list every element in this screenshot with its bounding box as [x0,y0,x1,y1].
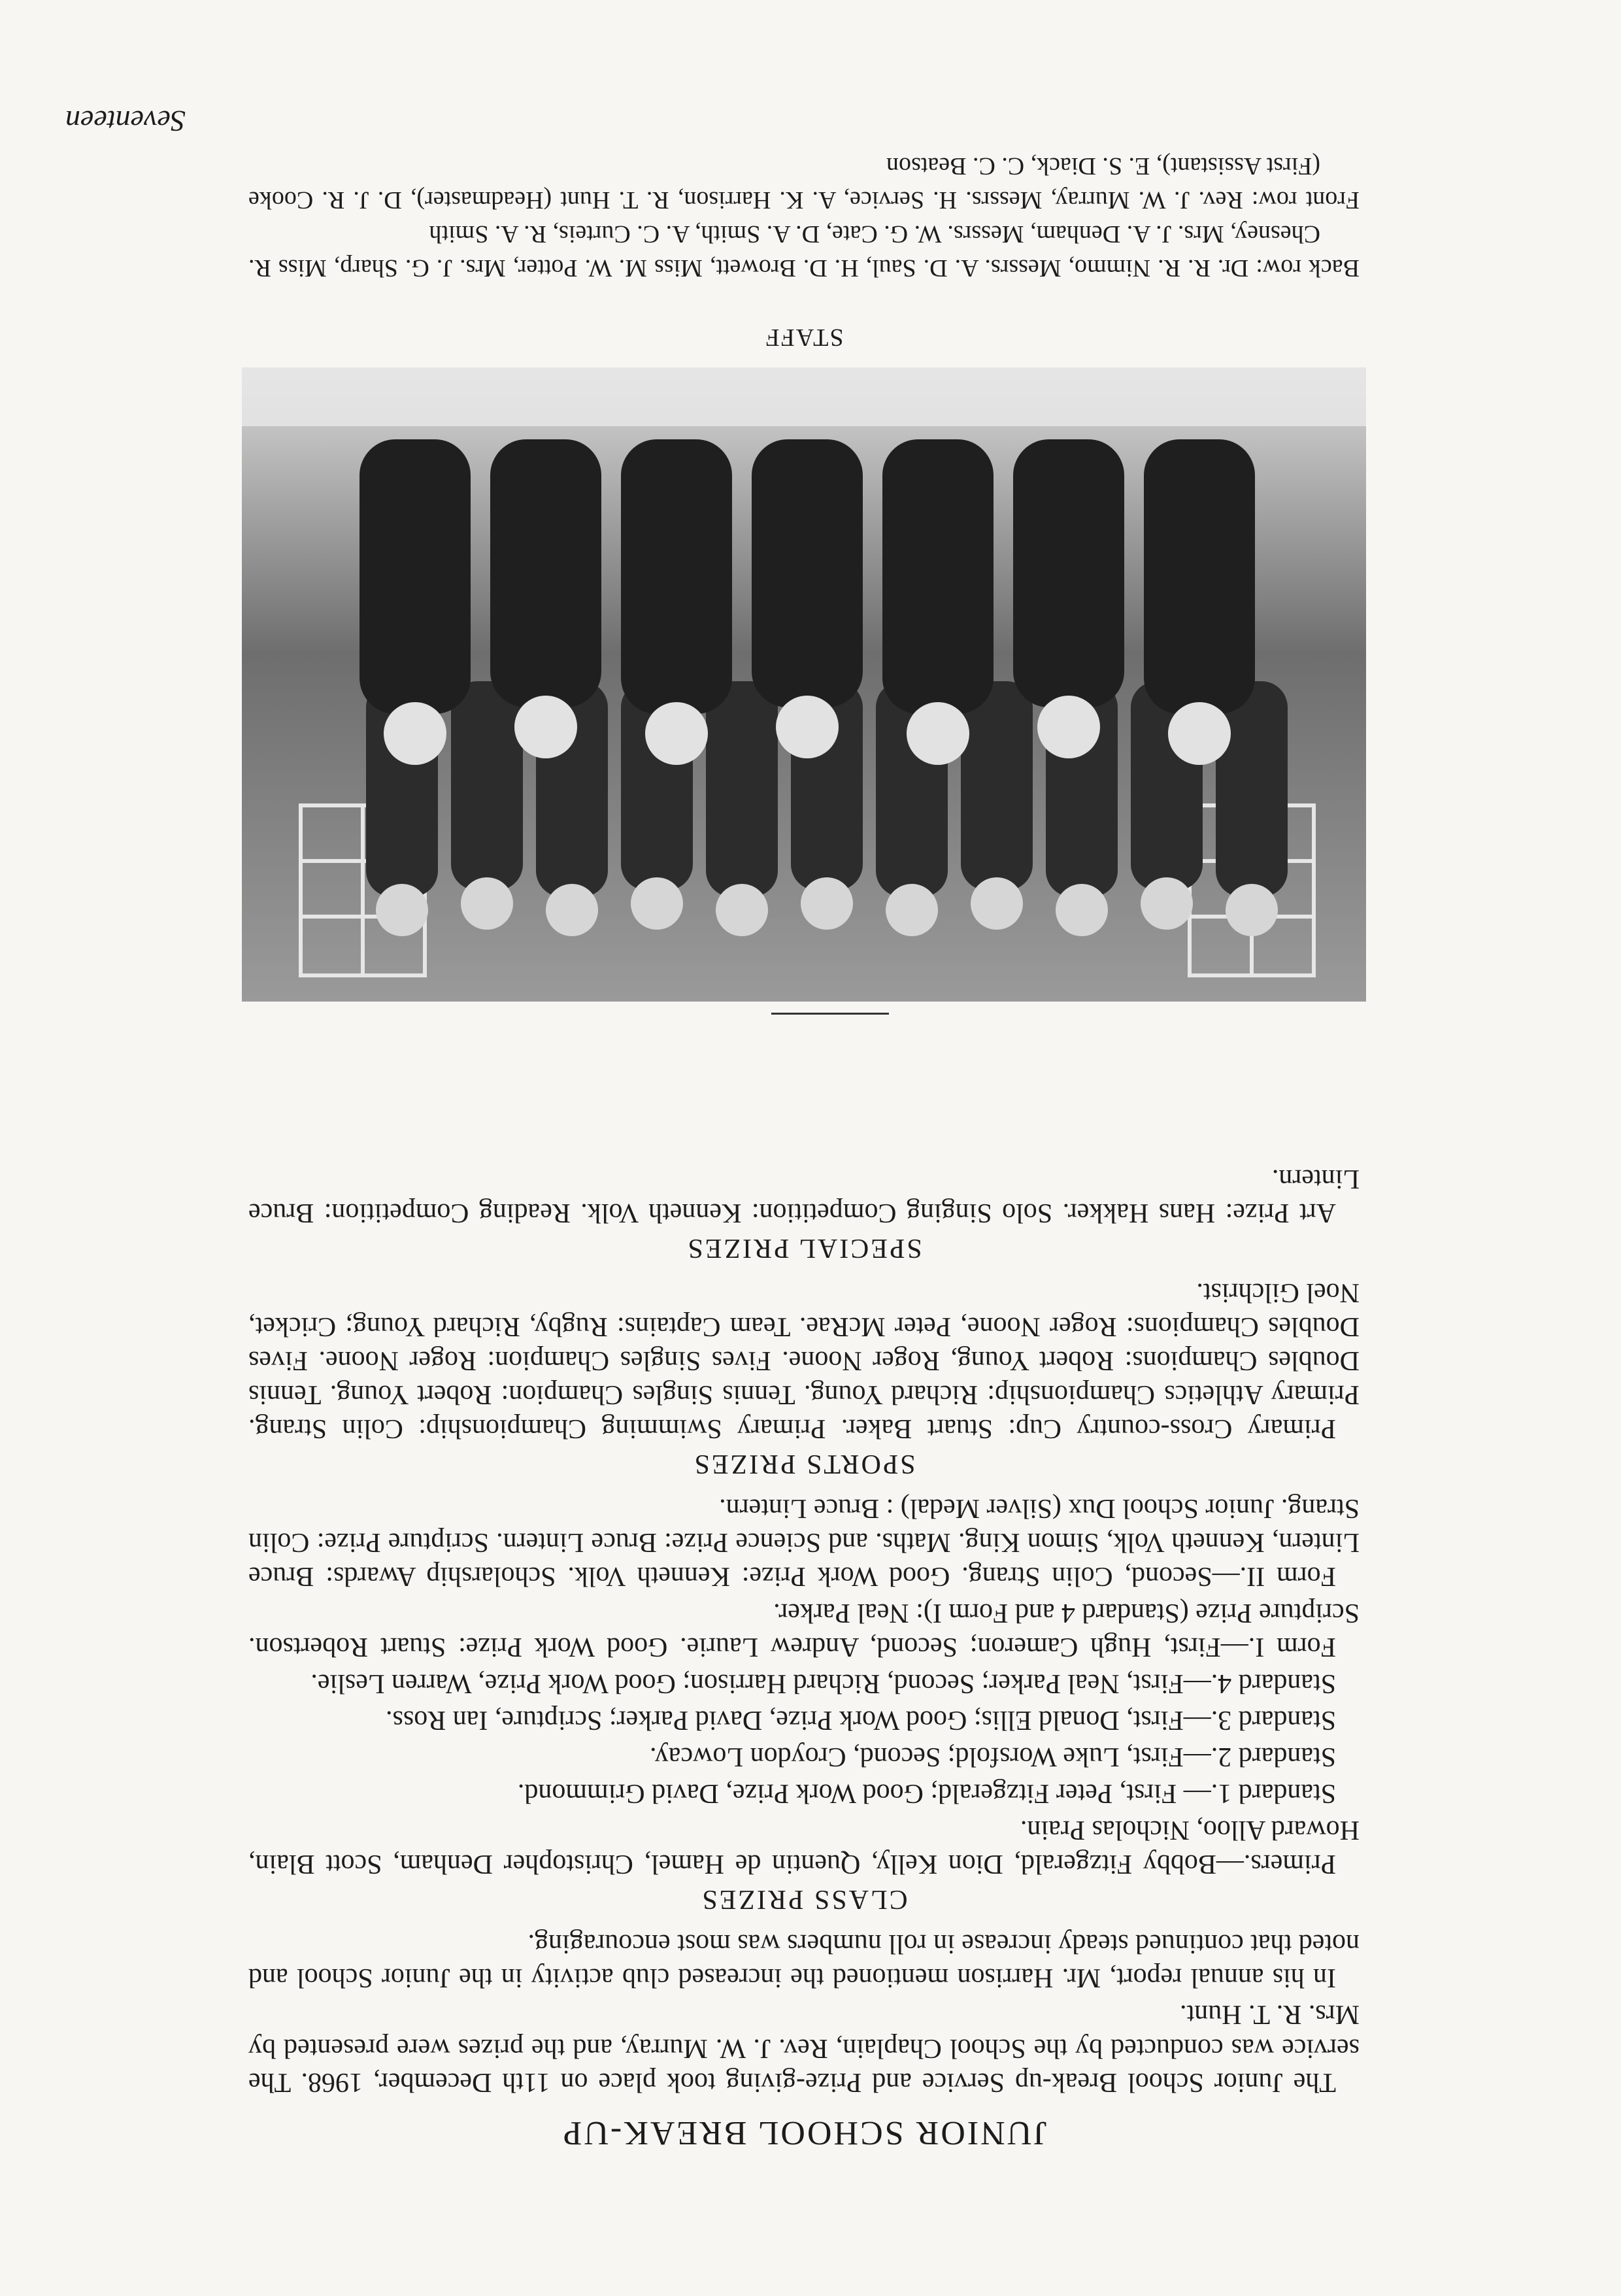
staff-front-row: Front row: Rev. J. W. Murray, Messrs. H. Service, A. K. Harrison, R. T. Hunt (Headmaster), D. J. R. Cooke (First Assistant), E. S. Diack, C. C. Beatson [248,152,1360,214]
sports-prizes-heading: SPORTS PRIZES [692,1449,916,1479]
staff-photo [242,367,1366,1002]
class-prize-entry: Standard 4.—First, Neal Parker; Second, Richard Harrison; Good Work Prize, Warren Leslie. [310,1668,1336,1698]
special-prizes-heading: SPECIAL PRIZES [686,1233,922,1263]
class-prize-entry: Standard 1.— First, Peter Fitzgerald; Good Work Prize, David Grimmond. [517,1778,1336,1808]
section-divider [771,1013,889,1015]
article [248,1159,1360,2152]
staff-photo-image [242,367,1366,1002]
class-prize-entry: Primers.—Bobby Fitzgerald, Dion Kelly, Quentin de Hamel, Christopher Denham, Scott Blain, Howard Alloo, Nicholas Prain. [248,1815,1360,1879]
class-prize-entry: Standard 2.—First, Luke Worsfold; Second, Croydon Lowcay. [650,1742,1336,1772]
page-number: Seventeen [65,105,186,138]
class-prize-entry: Standard 3.—First, Donald Ellis; Good Work Prize, David Parker; Scripture, Ian Ross. [386,1705,1336,1735]
sports-prizes-text: Primary Cross-country Cup: Stuart Baker. Primary Swimming Championship: Colin Strang. Primary Athletics Championship: Richard Young. Tennis Singles Champion: Robert Young. Tennis Doubles Champions: Robert Young, Roger Noone. Fives Singles Champion: Roger Noone. Fives Doubles Champions: Roger Noone, Peter McRae. Team Captains: Rugby, Richard Young; Cricket, Noel Gilchrist. [248,1277,1360,1443]
staff-back-row: Back row: Dr. R. R. Nimmo, Messrs. A. D. Saul, H. D. Browett, Miss M. W. Potter, Mrs. J. G. Sharp, Miss R. Chesney, Mrs. J. A. Denham, Messrs. W. G. Cate, D. A. Smith, A. C. Curteis, R. A. Smith [248,220,1360,282]
special-prizes-text: Art Prize: Hans Hakker. Solo Singing Competition: Kenneth Volk. Reading Competition: Bruce Lintern. [248,1164,1360,1228]
intro-paragraph-2: In his annual report, Mr. Harrison mentioned the increased club activity in the Junior School and noted that continued steady increase in roll numbers was most encouraging. [248,1929,1360,1993]
article-title: JUNIOR SCHOOL BREAK-UP [561,2114,1047,2152]
intro-paragraph-1: The Junior School Break-up Service and Prize-giving took place on 11th December, 1968. The service was conducted by the School Chaplain, Rev. J. W. Murray, and the prizes were presented by Mrs. R. T. Hunt. [248,1999,1360,2097]
staff-caption [248,149,1360,354]
class-prizes-heading: CLASS PRIZES [700,1884,908,1914]
staff-caption-title: STAFF [764,324,844,351]
class-prize-entry: Form I.—First, Hugh Cameron; Second, Andrew Laurie. Good Work Prize: Stuart Robertson. Scripture Prize (Standard 4 and Form I): Neal Parker. [248,1598,1360,1662]
class-prize-entry: Form II.—Second, Colin Strang. Good Work Prize: Kenneth Volk. Scholarship Awards: Bruce Lintern, Kenneth Volk, Simon King. Maths. and Science Prize: Bruce Lintern. Scripture Prize: Colin Strang. Junior School Dux (Silver Medal) : Bruce Lintern. [248,1493,1360,1591]
class-prizes-list [248,1491,1360,1881]
